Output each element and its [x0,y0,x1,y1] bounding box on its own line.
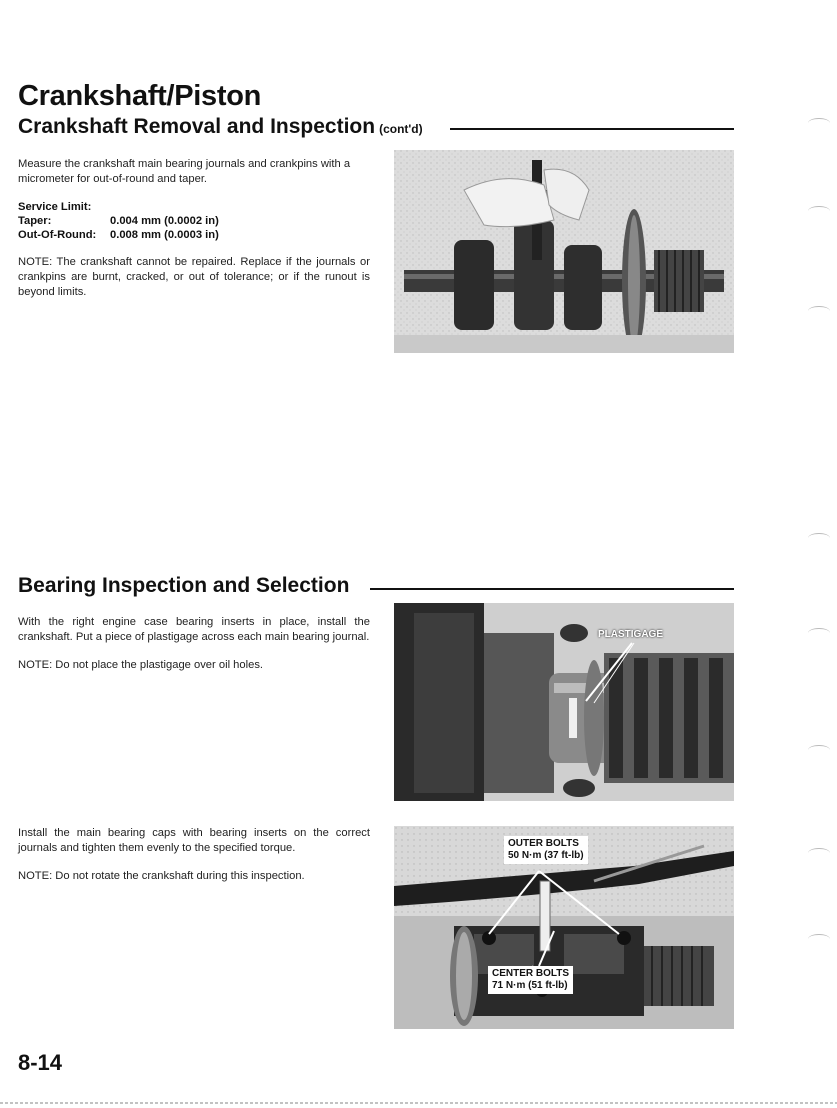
note-oil-holes: NOTE: Do not place the plastigage over oil holes. [18,659,264,671]
note-no-rotate: NOTE: Do not rotate the crankshaft during this inspection. [18,870,305,882]
spec-row-out-of-round [18,228,370,242]
photo-micrometer-graphic [394,150,734,353]
label-plastigage: PLASTIGAGE [598,629,664,640]
spec-row-taper [18,214,370,228]
page-number: 8-14 [18,1050,63,1075]
outer-bolts-title: OUTER BOLTS [508,838,579,849]
photo-bearing-caps-torque [394,826,734,1029]
margin-mark [808,934,830,944]
service-limit-block [18,200,370,242]
margin-mark [808,206,830,216]
contd-suffix: (cont'd) [379,122,423,136]
center-bolts-title: CENTER BOLTS [492,968,570,979]
photo-plastigage [394,603,734,801]
margin-mark [808,745,830,755]
spec-key-taper: Taper: [18,215,52,227]
label-center-bolts [488,966,573,994]
margin-mark [808,848,830,858]
section-heading-text: Bearing Inspection and Selection [18,574,350,597]
section3-text [18,826,370,897]
spec-value-taper: 0.004 mm (0.0002 in) [110,215,219,227]
center-bolts-torque: 71 N·m (51 ft-lb) [492,980,568,991]
label-outer-bolts [504,836,588,864]
section-rule [370,588,734,590]
margin-mark [808,118,830,128]
margin-mark [808,628,830,638]
section-rule [450,128,734,130]
instruction-plastigage: With the right engine case bearing inserts in place, install the crankshaft. Put a piece of plastigage across each main bearing journal. [18,616,370,643]
outer-bolts-torque: 50 N·m (37 ft-lb) [508,850,584,861]
spec-key-out-of-round: Out-Of-Round: [18,229,97,241]
instruction-bearing-caps: Install the main bearing caps with bearing inserts on the correct journals and tighten them evenly to the specified torque. [18,827,370,854]
note-crankshaft-repair: NOTE: The crankshaft cannot be repaired. Replace if the journals or crankpins are burnt, cracked, or out of tolerance; or if the runout is beyond limits. [18,256,370,298]
instruction-measure: Measure the crankshaft main bearing journals and crankpins with a micrometer for out-of-round and taper. [18,158,351,185]
page-bottom-edge [0,1102,837,1104]
section-heading-bearing-inspection [18,574,349,598]
section2-text [18,615,370,686]
service-limit-label: Service Limit: [18,201,92,213]
margin-mark [808,533,830,543]
margin-mark [808,306,830,316]
section-heading-text: Crankshaft Removal and Inspection [18,115,376,138]
section1-text [18,157,370,313]
page-title: Crankshaft/Piston [18,80,262,112]
photo-plastigage-graphic [394,603,734,801]
spec-value-out-of-round: 0.008 mm (0.0003 in) [110,229,219,241]
photo-micrometer-crankshaft [394,150,734,353]
section-heading-crankshaft-removal [18,115,423,139]
